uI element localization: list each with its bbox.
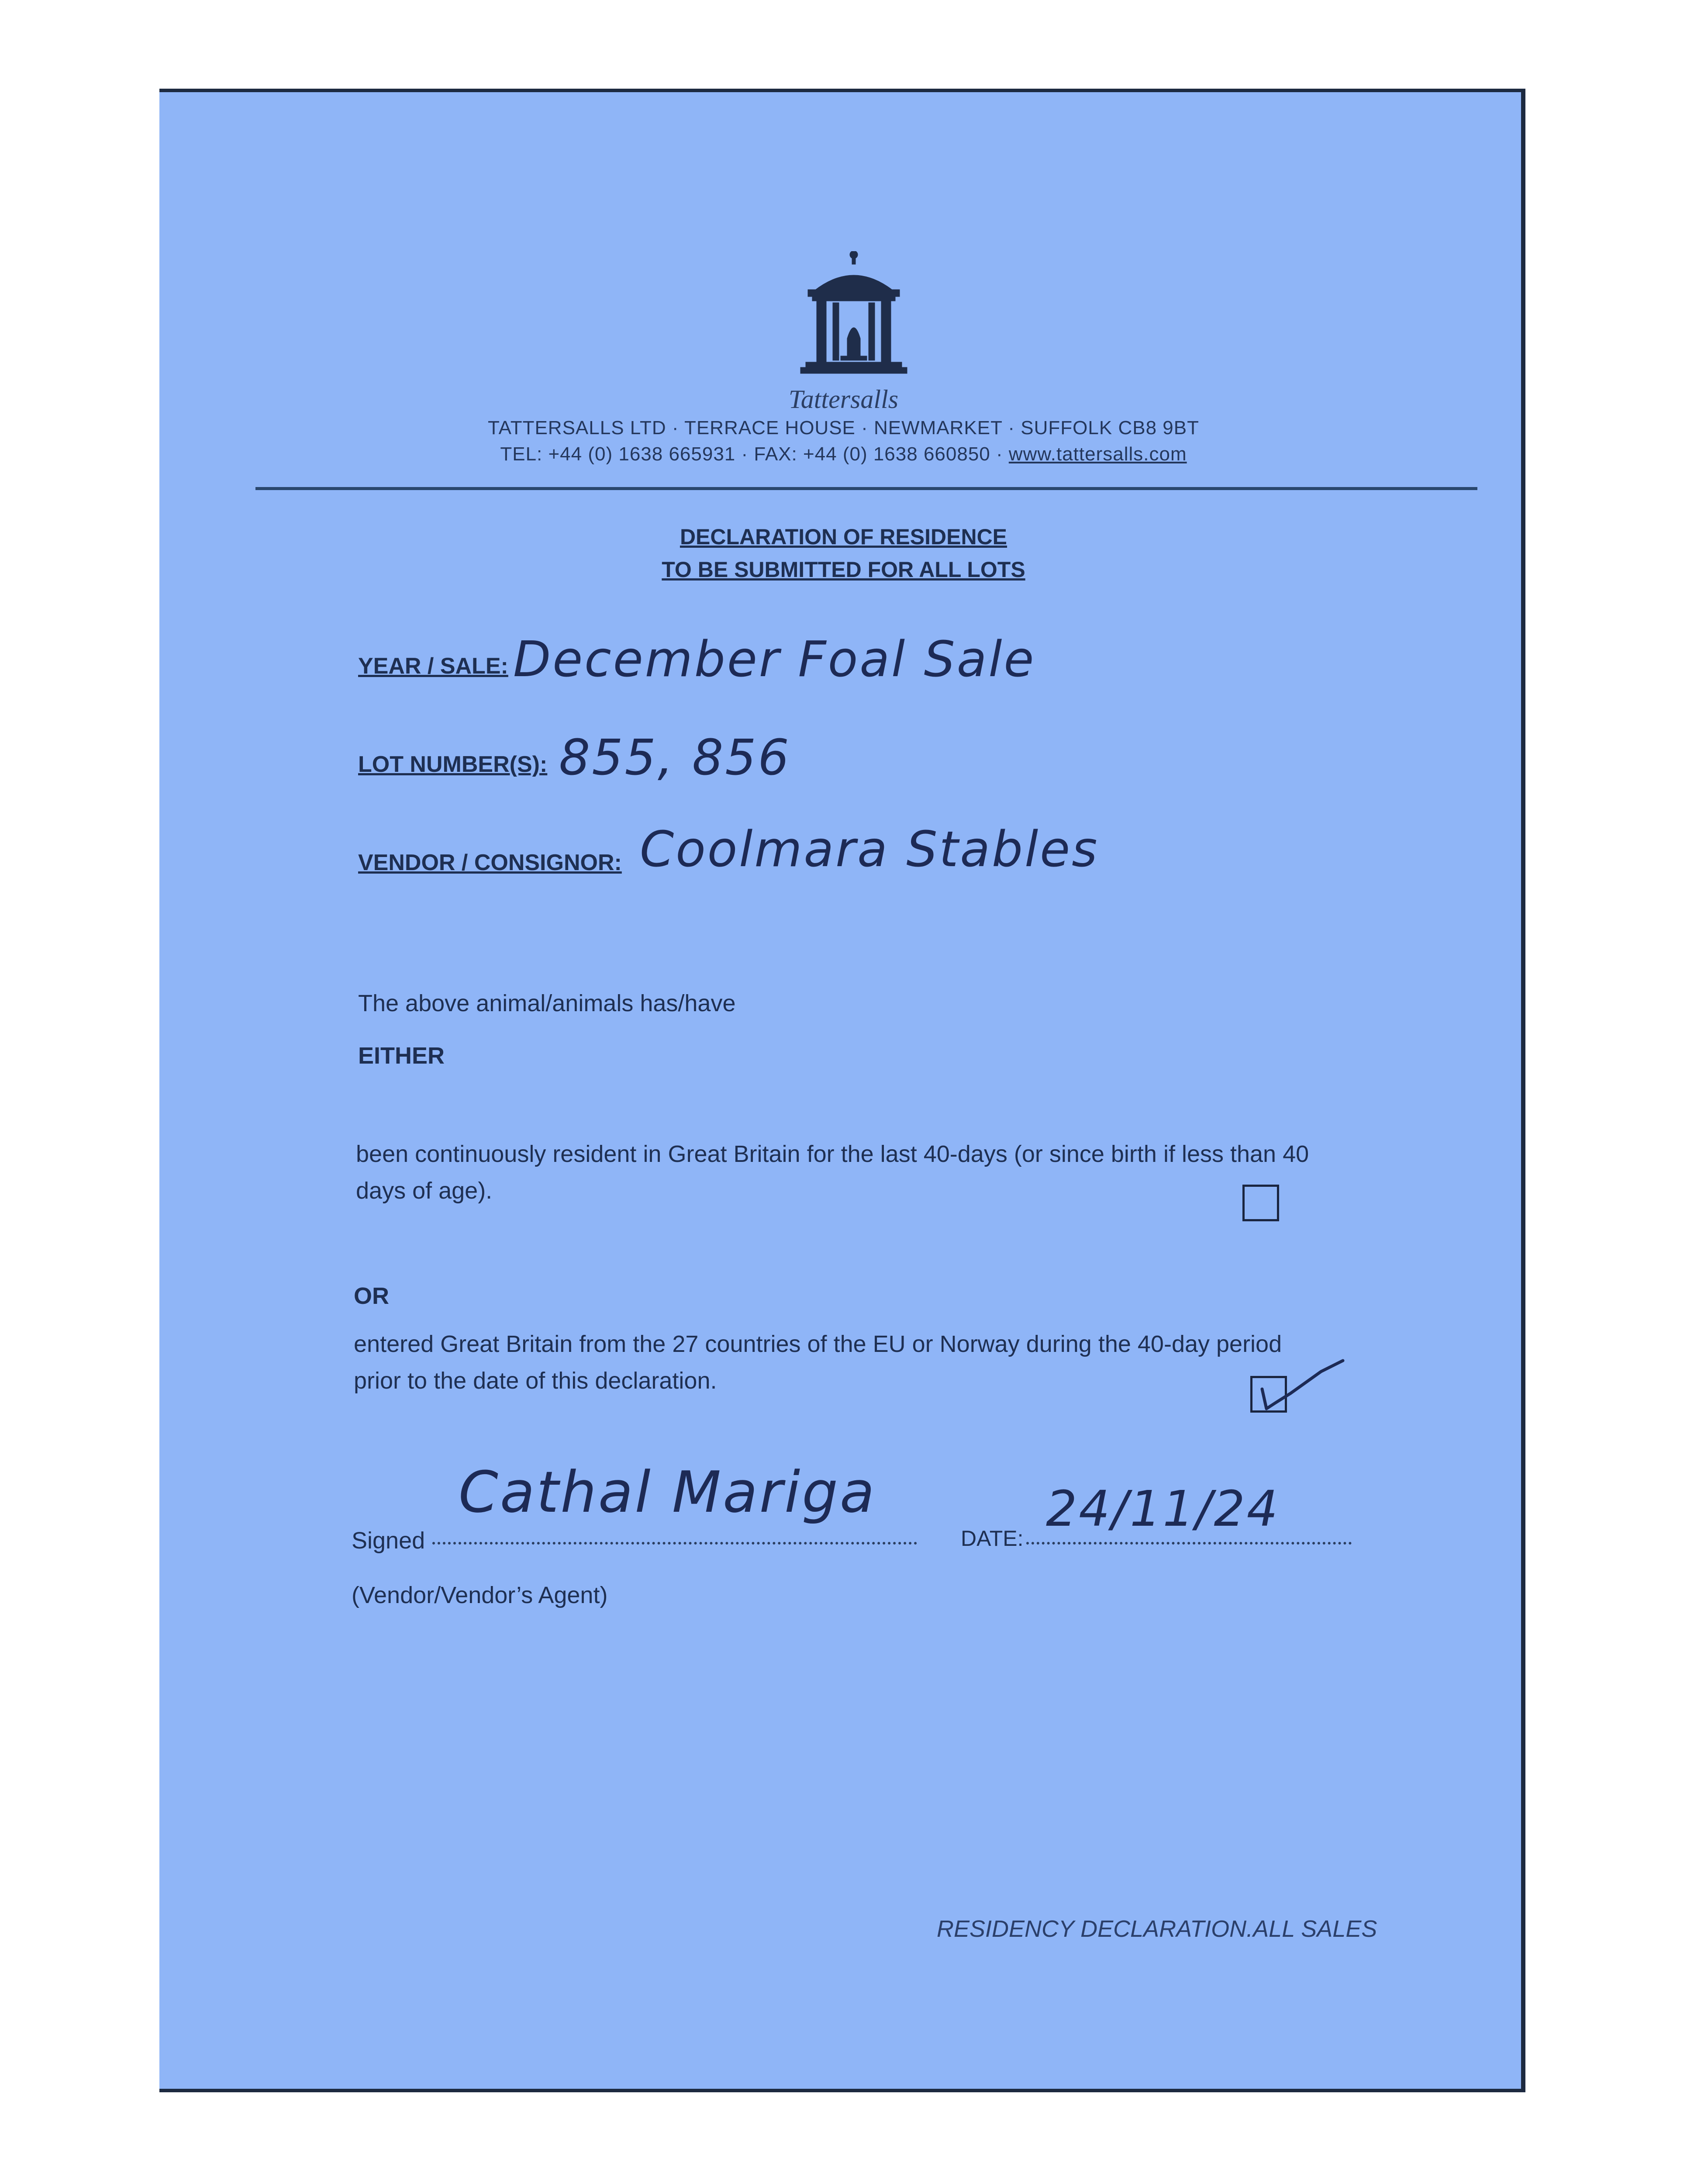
- intro-text: The above animal/animals has/have: [358, 990, 736, 1016]
- lot-number-value[interactable]: 855, 856: [559, 729, 791, 786]
- or-label: OR: [354, 1283, 389, 1309]
- either-label: EITHER: [358, 1043, 445, 1069]
- option2-line1: entered Great Britain from the 27 countries of the EU or Norway during the 40-day period: [354, 1331, 1282, 1357]
- address-line: TATTERSALLS LTD · TERRACE HOUSE · NEWMARKET · SUFFOLK CB8 9BT: [488, 417, 1199, 439]
- form-title: DECLARATION OF RESIDENCE: [680, 525, 1007, 549]
- option1-line1: been continuously resident in Great Britain for the last 40-days (or since birth if less than 40: [356, 1141, 1309, 1167]
- year-sale-value[interactable]: December Foal Sale: [513, 631, 1036, 688]
- contact-line: [0, 443, 1687, 465]
- header-divider: [255, 487, 1477, 490]
- brand-name: Tattersalls: [788, 385, 899, 414]
- option1-checkbox[interactable]: [1242, 1185, 1279, 1221]
- date-label: DATE:: [961, 1526, 1024, 1551]
- lot-number-label: LOT NUMBER(S):: [358, 752, 548, 777]
- tattersalls-logo: [797, 251, 911, 382]
- checkmark-icon: [1249, 1354, 1354, 1420]
- contact-text: TEL: +44 (0) 1638 665931 · FAX: +44 (0) 1638 660850 ·: [500, 443, 1009, 465]
- signature-value[interactable]: Cathal Mariga: [459, 1459, 876, 1525]
- date-line: [1026, 1542, 1352, 1545]
- vendor-label: VENDOR / CONSIGNOR:: [358, 850, 622, 875]
- footer-text: RESIDENCY DECLARATION.ALL SALES: [937, 1916, 1377, 1942]
- option1-line2: days of age).: [356, 1178, 493, 1204]
- signed-label: Signed: [352, 1527, 425, 1554]
- year-sale-label: YEAR / SALE:: [358, 653, 508, 679]
- form-subtitle: TO BE SUBMITTED FOR ALL LOTS: [662, 557, 1025, 582]
- website-link[interactable]: www.tattersalls.com: [1008, 443, 1187, 465]
- option2-line2: prior to the date of this declaration.: [354, 1368, 717, 1394]
- vendor-value[interactable]: Coolmara Stables: [640, 821, 1099, 878]
- agent-label: (Vendor/Vendor’s Agent): [352, 1582, 608, 1608]
- date-value[interactable]: 24/11/24: [1046, 1481, 1280, 1538]
- signature-line: [432, 1542, 917, 1545]
